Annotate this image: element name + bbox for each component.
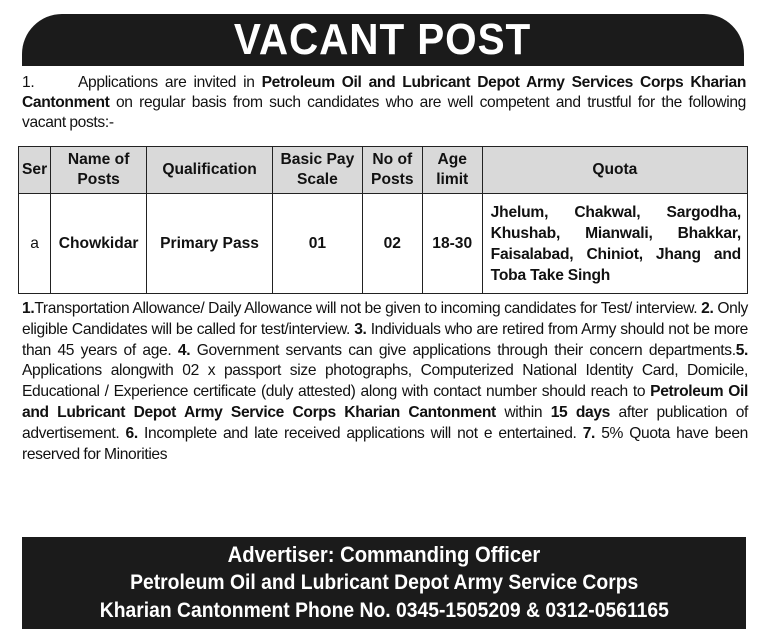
note-1-label: 1. (22, 300, 35, 317)
vacancy-table (18, 146, 748, 294)
cell-post-count: 02 (362, 194, 422, 294)
note-4-label: 4. (177, 341, 191, 359)
note-5-text: Applications alongwith 02 x passport size photographs, Computerized National Identity Card, Domicile, Educational / Experience certificate (duly attested) along with contact number should reach to (22, 362, 748, 401)
terms-paragraph (22, 299, 748, 465)
advertiser-line: Advertiser: Commanding Officer (227, 542, 541, 567)
header-qualification: Qualification (147, 147, 273, 194)
intro-text-after: on regular basis from such candidates who are well competent and trustful for the following vacant posts:- (22, 94, 746, 131)
header-age-limit: Age limit (422, 147, 482, 194)
note-5-after: after publication of advertisement. (22, 403, 749, 442)
note-7-text: 5% Quota have been reserved for Minorities (22, 424, 748, 463)
note-6-label: 6. (125, 424, 138, 442)
advertiser-footer (22, 537, 746, 629)
note-3-text: Individuals who are retired from Army should not be more than 45 years of age. (22, 320, 748, 359)
cell-ser: a (19, 194, 51, 294)
header-ser: Ser (19, 147, 51, 194)
advertiser-organization: Petroleum Oil and Lubricant Depot Army Service Corps (129, 571, 639, 594)
note-5-label: 5. (735, 341, 748, 359)
table-header-row (19, 147, 748, 194)
note-4-text: Government servants can give applications through their concern departments. (196, 341, 736, 359)
page-title: VACANT POST (234, 15, 532, 64)
cell-pay-scale: 01 (273, 194, 363, 294)
note-2-text: Only eligible Candidates will be called for test/interview. (22, 300, 749, 338)
intro-paragraph (22, 73, 746, 133)
header-basic-pay-scale: Basic Pay Scale (273, 147, 363, 194)
advertiser-contact: Kharian Cantonment Phone No. 0345-1505209 & 0312-0561165 (99, 599, 669, 622)
cell-age-limit: 18-30 (422, 194, 482, 294)
header-no-of-posts: No of Posts (362, 147, 422, 194)
note-2-label: 2. (701, 300, 714, 317)
table-row (19, 194, 748, 294)
header-quota: Quota (482, 147, 747, 194)
note-5-within: within (504, 403, 543, 421)
cell-quota: Jhelum, Chakwal, Sargodha, Khushab, Mianwali, Bhakkar, Faisalabad, Chiniot, Jhang and Toba Take Singh (482, 194, 747, 294)
note-5-days: 15 days (550, 403, 610, 421)
title-banner (22, 14, 744, 66)
intro-organization: Petroleum Oil and Lubricant Depot Army Services Corps Kharian Cantonment (22, 74, 746, 111)
intro-text-before: Applications are invited in (78, 74, 262, 91)
note-3-label: 3. (354, 320, 367, 338)
cell-post-name: Chowkidar (51, 194, 147, 294)
note-1-text: Transportation Allowance/ Daily Allowance will not be given to incoming candidates for Test/ interview. (34, 300, 698, 317)
header-name-of-posts: Name of Posts (51, 147, 147, 194)
cell-qualification: Primary Pass (147, 194, 273, 294)
intro-number: 1. (22, 74, 35, 91)
note-6-text: Incomplete and late received applications will not e entertained. (144, 424, 577, 442)
note-5-organization: Petroleum Oil and Lubricant Depot Army Service Corps Kharian Cantonment (22, 383, 749, 421)
note-7-label: 7. (582, 424, 596, 442)
